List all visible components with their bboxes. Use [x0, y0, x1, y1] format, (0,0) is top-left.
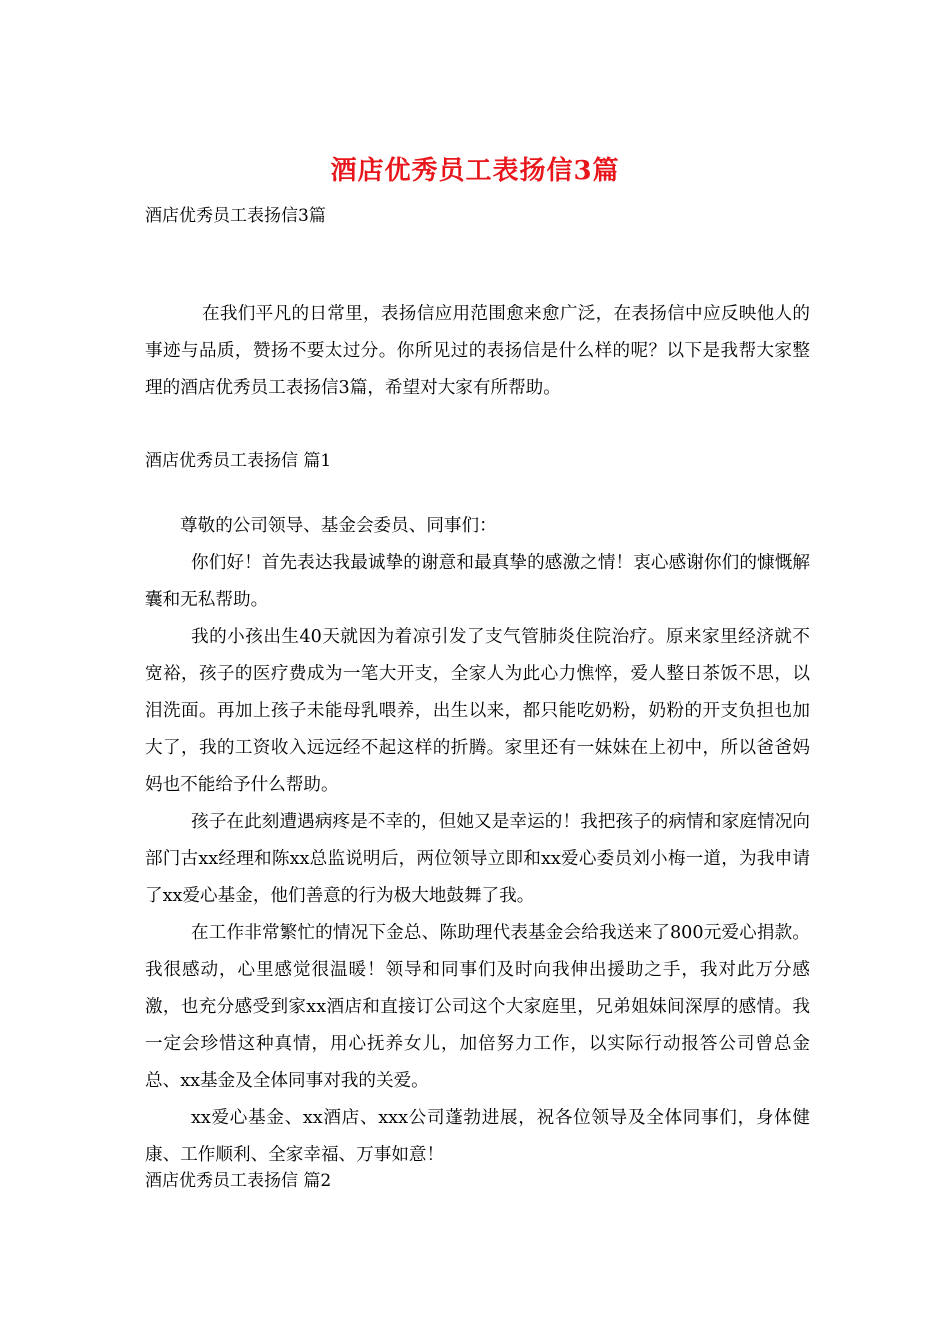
- section-heading-2: 酒店优秀员工表扬信 篇2: [145, 1171, 332, 1191]
- letter-paragraph: 我的小孩出生40天就因为着凉引发了支气管肺炎住院治疗。原来家里经济就不宽裕，孩子的医疗费成为一笔大开支，全家人为此心力憔悴，爱人整日茶饭不思，以泪洗面。再加上孩子未能母乳喂养，出生以来，都只能吃奶粉，奶粉的开支负担也加大了，我的工资收入远远经不起这样的折腾。家里还有一妹妹在上初中，所以爸爸妈妈也不能给予什么帮助。: [145, 627, 810, 795]
- letter-body: [145, 545, 810, 1174]
- section-heading-1: 酒店优秀员工表扬信 篇1: [145, 451, 332, 471]
- letter-paragraph: 你们好！首先表达我最诚挚的谢意和最真挚的感激之情！衷心感谢你们的慷慨解囊和无私帮助。: [145, 553, 810, 610]
- letter-paragraph: 在工作非常繁忙的情况下金总、陈助理代表基金会给我送来了800元爱心捐款。我很感动，心里感觉很温暖！领导和同事们及时向我伸出援助之手，我对此万分感激，也充分感受到家xx酒店和直接订公司这个大家庭里，兄弟姐妹间深厚的感情。我一定会珍惜这种真情，用心抚养女儿，加倍努力工作，以实际行动报答公司曾总金总、xx基金及全体同事对我的关爱。: [145, 923, 810, 1091]
- intro-paragraph: 在我们平凡的日常里，表扬信应用范围愈来愈广泛，在表扬信中应反映他人的事迹与品质，赞扬不要太过分。你所见过的表扬信是什么样的呢？以下是我帮大家整理的酒店优秀员工表扬信3篇，希望对大家有所帮助。: [145, 304, 810, 398]
- document-title: 酒店优秀员工表扬信3篇: [330, 156, 620, 186]
- letter-paragraph: xx爱心基金、xx酒店、xxx公司蓬勃进展，祝各位领导及全体同事们，身体健康、工作顺利、全家幸福、万事如意！: [145, 1108, 810, 1165]
- letter-salutation: 尊敬的公司领导、基金会委员、同事们：: [180, 516, 497, 536]
- document-subtitle: 酒店优秀员工表扬信3篇: [145, 206, 326, 226]
- letter-paragraph: 孩子在此刻遭遇病疼是不幸的，但她又是幸运的！我把孩子的病情和家庭情况向部门古xx经理和陈xx总监说明后，两位领导立即和xx爱心委员刘小梅一道，为我申请了xx爱心基金，他们善意的行为极大地鼓舞了我。: [145, 812, 810, 906]
